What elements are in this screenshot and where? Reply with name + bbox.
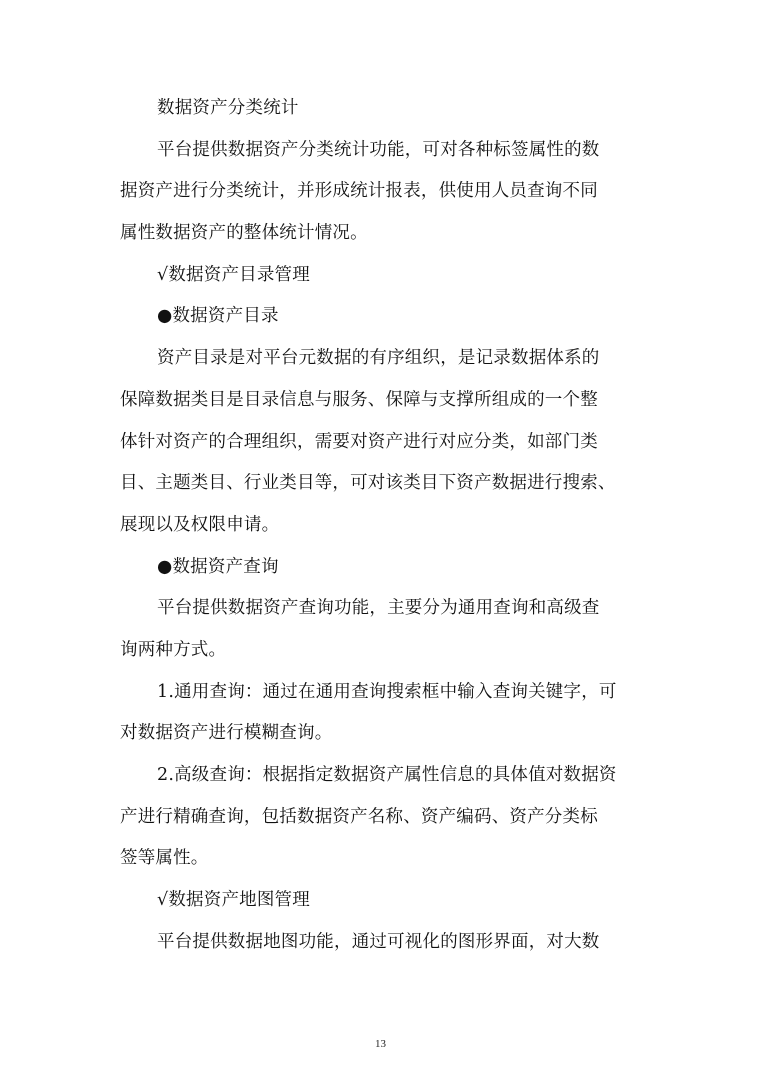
- paragraph-line: 签等属性。: [120, 848, 209, 869]
- section-heading-catalog-management: √数据资产目录管理: [157, 264, 310, 285]
- paragraph-line: 询两种方式。: [120, 639, 227, 660]
- paragraph-line: 产进行精确查询，包括数据资产名称、资产编码、资产分类标: [120, 806, 598, 827]
- paragraph-line: 目、主题类目、行业类目等，可对该类目下资产数据进行搜索、: [120, 473, 616, 494]
- section-heading-classification-stats: 数据资产分类统计: [157, 98, 299, 118]
- paragraph-line: 据资产进行分类统计，并形成统计报表，供使用人员查询不同: [120, 181, 598, 202]
- paragraph-line: 保障数据类目是目录信息与服务、保障与支撑所组成的一个整: [120, 389, 598, 410]
- paragraph-line: 对数据资产进行模糊查询。: [120, 723, 333, 744]
- paragraph-line: 展现以及权限申请。: [120, 514, 280, 535]
- paragraph-line: 体针对资产的合理组织，需要对资产进行对应分类，如部门类: [120, 431, 598, 452]
- body-text: [120, 88, 640, 963]
- section-heading-map-management: √数据资产地图管理: [157, 890, 310, 911]
- paragraph-line: 属性数据资产的整体统计情况。: [120, 223, 368, 244]
- paragraph-line: 平台提供数据资产分类统计功能，可对各种标签属性的数: [157, 139, 600, 160]
- bullet-heading-asset-catalog: ●数据资产目录: [157, 306, 279, 327]
- page-number: 13: [375, 1038, 386, 1050]
- paragraph-line: 平台提供数据资产查询功能，主要分为通用查询和高级查: [157, 598, 600, 619]
- paragraph-line: 资产目录是对平台元数据的有序组织，是记录数据体系的: [157, 348, 600, 369]
- paragraph-line: 平台提供数据地图功能，通过可视化的图形界面，对大数: [157, 931, 600, 952]
- list-item-advanced-query: 2.高级查询：根据指定数据资产属性信息的具体值对数据资: [157, 765, 617, 785]
- list-item-general-query: 1.通用查询：通过在通用查询搜索框中输入查询关键字，可: [157, 681, 617, 702]
- bullet-heading-asset-query: ●数据资产查询: [157, 556, 279, 577]
